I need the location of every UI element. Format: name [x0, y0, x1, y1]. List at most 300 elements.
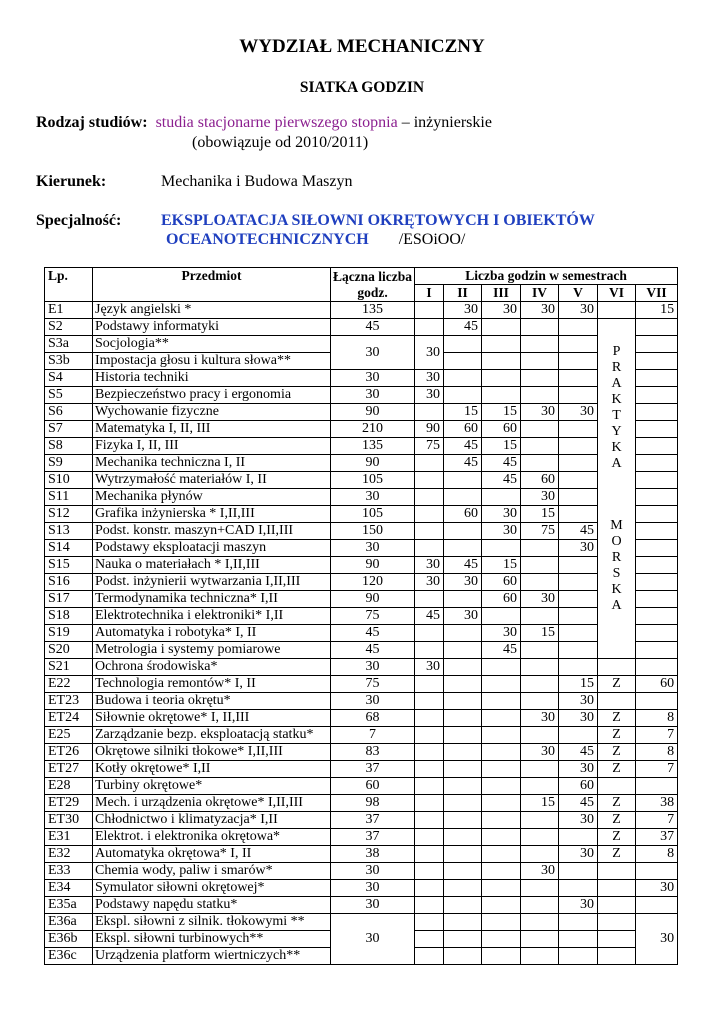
- cell-sem-5: [559, 336, 598, 353]
- cell-sem-4: [521, 761, 559, 778]
- cell-total: 45: [331, 319, 415, 336]
- cell-sem-3: 30: [482, 625, 521, 642]
- col-header-total: Łączna liczba godz.: [331, 268, 415, 302]
- cell-sem-1: [415, 642, 444, 659]
- cell-sem-7: 7: [636, 761, 678, 778]
- cell-subject: Ekspl. siłowni turbinowych**: [93, 931, 331, 948]
- cell-sem-2: [444, 744, 482, 761]
- cell-sem-2: [444, 829, 482, 846]
- cell-sem-3: 15: [482, 438, 521, 455]
- cell-subject: Budowa i teoria okrętu*: [93, 693, 331, 710]
- cell-sem-3: 30: [482, 523, 521, 540]
- cell-lp: E1: [45, 302, 93, 319]
- cell-sem-2: [444, 795, 482, 812]
- cell-lp: S7: [45, 421, 93, 438]
- cell-sem-2: [444, 812, 482, 829]
- praktyka-morska-column: [598, 319, 636, 659]
- cell-total: 30: [331, 370, 415, 387]
- cell-sem-2: 30: [444, 574, 482, 591]
- praktyka-letter: K: [611, 392, 622, 407]
- cell-total: 30: [331, 693, 415, 710]
- cell-sem-7: 8: [636, 846, 678, 863]
- cell-sem-2: [444, 914, 482, 931]
- specialization-line1: EKSPLOATACJA SIŁOWNI OKRĘTOWYCH I OBIEKTÓW: [161, 212, 595, 229]
- cell-subject: Mech. i urządzenia okrętowe* I,II,III: [93, 795, 331, 812]
- table-row: [45, 880, 678, 897]
- cell-sem-4: 15: [521, 506, 559, 523]
- cell-sem-7: [636, 370, 678, 387]
- cell-subject: Ochrona środowiska*: [93, 659, 331, 676]
- cell-sem-4: 15: [521, 625, 559, 642]
- cell-sem-6: Z: [598, 829, 636, 846]
- cell-total: 37: [331, 829, 415, 846]
- cell-sem-7: [636, 897, 678, 914]
- cell-total: 210: [331, 421, 415, 438]
- cell-sem-4: 60: [521, 472, 559, 489]
- cell-sem-2: [444, 659, 482, 676]
- table-row: [45, 710, 678, 727]
- cell-sem-3: [482, 370, 521, 387]
- cell-lp: S11: [45, 489, 93, 506]
- cell-sem-3: [482, 676, 521, 693]
- cell-subject: Automatyka i robotyka* I, II: [93, 625, 331, 642]
- cell-total: 150: [331, 523, 415, 540]
- cell-sem-4: [521, 642, 559, 659]
- cell-sem-7: [636, 642, 678, 659]
- cell-sem-5: [559, 319, 598, 336]
- col-header-semesters-group: Liczba godzin w semestrach: [415, 268, 678, 285]
- cell-total: 135: [331, 302, 415, 319]
- cell-sem-5: [559, 914, 598, 931]
- cell-lp: S9: [45, 455, 93, 472]
- cell-total: 7: [331, 727, 415, 744]
- cell-sem-1: [415, 863, 444, 880]
- cell-sem-2: [444, 387, 482, 404]
- cell-lp: S14: [45, 540, 93, 557]
- study-type-label: Rodzaj studiów:: [36, 114, 148, 131]
- cell-total: 37: [331, 812, 415, 829]
- cell-sem-7: [636, 778, 678, 795]
- cell-sem-2: [444, 676, 482, 693]
- cell-total: 60: [331, 778, 415, 795]
- cell-sem-7: [636, 472, 678, 489]
- cell-sem-4: [521, 438, 559, 455]
- cell-sem-2: 45: [444, 319, 482, 336]
- cell-sem-4: [521, 829, 559, 846]
- cell-sem-7: [636, 523, 678, 540]
- table-row: [45, 540, 678, 557]
- cell-sem-4: [521, 693, 559, 710]
- cell-sem-5: [559, 948, 598, 965]
- cell-lp: S5: [45, 387, 93, 404]
- cell-sem-2: [444, 761, 482, 778]
- cell-sem-4: [521, 727, 559, 744]
- cell-sem-3: 45: [482, 472, 521, 489]
- cell-sem-2: 60: [444, 506, 482, 523]
- cell-sem-5: 30: [559, 693, 598, 710]
- cell-sem-7: 7: [636, 812, 678, 829]
- cell-sem-3: [482, 336, 521, 353]
- cell-total: 98: [331, 795, 415, 812]
- table-row: [45, 846, 678, 863]
- cell-sem-3: 30: [482, 302, 521, 319]
- cell-total: 90: [331, 557, 415, 574]
- cell-sem-1: [415, 812, 444, 829]
- cell-total: 105: [331, 506, 415, 523]
- cell-sem-1: [415, 591, 444, 608]
- cell-total: 30: [331, 387, 415, 404]
- cell-lp: S18: [45, 608, 93, 625]
- hours-grid-table: [44, 267, 678, 965]
- cell-subject: Chłodnictwo i klimatyzacja* I,II: [93, 812, 331, 829]
- cell-lp: S13: [45, 523, 93, 540]
- cell-sem-7: [636, 659, 678, 676]
- cell-sem-2: 45: [444, 438, 482, 455]
- table-row: [45, 829, 678, 846]
- cell-sem-4: 30: [521, 863, 559, 880]
- specialization-label: Specjalność:: [36, 212, 122, 229]
- cell-sem-7: [636, 455, 678, 472]
- cell-sem-1: [415, 540, 444, 557]
- table-row: [45, 421, 678, 438]
- col-header-lp: Lp.: [45, 268, 93, 302]
- cell-sem-7: [636, 608, 678, 625]
- cell-sem-7: 7: [636, 727, 678, 744]
- cell-sem-4: 30: [521, 744, 559, 761]
- cell-sem-2: [444, 846, 482, 863]
- cell-sem-5: [559, 642, 598, 659]
- cell-sem-3: [482, 914, 521, 931]
- cell-subject: Podstawy eksploatacji maszyn: [93, 540, 331, 557]
- cell-sem-4: [521, 880, 559, 897]
- cell-sem-3: [482, 829, 521, 846]
- cell-total: 68: [331, 710, 415, 727]
- col-header-sem-2: II: [444, 285, 482, 302]
- cell-sem-5: 30: [559, 540, 598, 557]
- cell-sem-4: 30: [521, 302, 559, 319]
- cell-sem-2: [444, 931, 482, 948]
- cell-sem-5: [559, 472, 598, 489]
- cell-sem-7: [636, 336, 678, 353]
- table-row: [45, 489, 678, 506]
- cell-total: 120: [331, 574, 415, 591]
- praktyka-letter: R: [611, 360, 622, 375]
- cell-sem-5: 45: [559, 744, 598, 761]
- cell-total: 30: [331, 863, 415, 880]
- cell-lp: E22: [45, 676, 93, 693]
- cell-sem-3: [482, 710, 521, 727]
- cell-subject: Metrologia i systemy pomiarowe: [93, 642, 331, 659]
- cell-lp: S4: [45, 370, 93, 387]
- cell-lp: E36c: [45, 948, 93, 965]
- cell-sem-5: [559, 863, 598, 880]
- table-row: [45, 319, 678, 336]
- cell-total: 75: [331, 608, 415, 625]
- cell-sem-1: [415, 523, 444, 540]
- cell-subject: Mechanika płynów: [93, 489, 331, 506]
- cell-sem-1: [415, 710, 444, 727]
- cell-sem-3: [482, 931, 521, 948]
- cell-sem-3: [482, 744, 521, 761]
- cell-sem-7: [636, 693, 678, 710]
- cell-subject: Historia techniki: [93, 370, 331, 387]
- cell-sem-1: [415, 829, 444, 846]
- cell-sem-5: [559, 455, 598, 472]
- table-row: [45, 863, 678, 880]
- cell-sem-1: 30: [415, 336, 444, 370]
- cell-sem-7: 30: [636, 914, 678, 965]
- cell-lp: E36a: [45, 914, 93, 931]
- cell-total: 30: [331, 336, 415, 370]
- cell-sem-6: [598, 880, 636, 897]
- cell-lp: E36b: [45, 931, 93, 948]
- cell-sem-4: [521, 421, 559, 438]
- cell-lp: E25: [45, 727, 93, 744]
- cell-sem-6: Z: [598, 676, 636, 693]
- cell-sem-3: [482, 693, 521, 710]
- cell-subject: Fizyka I, II, III: [93, 438, 331, 455]
- cell-sem-5: [559, 557, 598, 574]
- table-row: [45, 574, 678, 591]
- cell-lp: S20: [45, 642, 93, 659]
- cell-sem-4: [521, 540, 559, 557]
- cell-sem-1: 30: [415, 659, 444, 676]
- cell-sem-4: [521, 336, 559, 353]
- cell-sem-7: [636, 540, 678, 557]
- page-title: WYDZIAŁ MECHANICZNY: [239, 36, 485, 57]
- cell-sem-1: [415, 897, 444, 914]
- cell-lp: ET26: [45, 744, 93, 761]
- cell-lp: S12: [45, 506, 93, 523]
- table-row: [45, 897, 678, 914]
- cell-lp: ET30: [45, 812, 93, 829]
- cell-sem-1: 30: [415, 557, 444, 574]
- cell-sem-1: [415, 302, 444, 319]
- praktyka-letter: O: [611, 534, 622, 549]
- cell-lp: ET23: [45, 693, 93, 710]
- cell-sem-5: [559, 421, 598, 438]
- cell-sem-7: [636, 489, 678, 506]
- cell-total: 45: [331, 642, 415, 659]
- cell-subject: Mechanika techniczna I, II: [93, 455, 331, 472]
- table-row: [45, 795, 678, 812]
- cell-sem-3: [482, 353, 521, 370]
- cell-sem-2: [444, 710, 482, 727]
- cell-sem-7: [636, 574, 678, 591]
- cell-sem-2: [444, 863, 482, 880]
- cell-sem-1: [415, 727, 444, 744]
- cell-sem-1: 45: [415, 608, 444, 625]
- cell-sem-7: 15: [636, 302, 678, 319]
- table-row: [45, 744, 678, 761]
- col-header-sem-3: III: [482, 285, 521, 302]
- cell-sem-7: [636, 557, 678, 574]
- study-type-value: studia stacjonarne pierwszego stopnia: [155, 114, 398, 131]
- cell-lp: ET27: [45, 761, 93, 778]
- cell-sem-7: [636, 438, 678, 455]
- cell-subject: Termodynamika techniczna* I,II: [93, 591, 331, 608]
- cell-subject: Podst. konstr. maszyn+CAD I,II,III: [93, 523, 331, 540]
- cell-lp: E28: [45, 778, 93, 795]
- cell-subject: Wychowanie fizyczne: [93, 404, 331, 421]
- cell-sem-6: Z: [598, 744, 636, 761]
- cell-sem-3: 30: [482, 506, 521, 523]
- cell-sem-1: 30: [415, 370, 444, 387]
- cell-sem-4: 75: [521, 523, 559, 540]
- table-row: [45, 778, 678, 795]
- cell-sem-2: [444, 336, 482, 353]
- cell-total: 30: [331, 880, 415, 897]
- cell-sem-2: [444, 897, 482, 914]
- table-row: [45, 506, 678, 523]
- cell-subject: Wytrzymałość materiałów I, II: [93, 472, 331, 489]
- cell-sem-5: [559, 353, 598, 370]
- cell-lp: S6: [45, 404, 93, 421]
- cell-sem-3: 45: [482, 642, 521, 659]
- cell-sem-5: 30: [559, 812, 598, 829]
- cell-subject: Okrętowe silniki tłokowe* I,II,III: [93, 744, 331, 761]
- praktyka-letter: K: [611, 582, 622, 597]
- cell-subject: Elektrot. i elektronika okrętowa*: [93, 829, 331, 846]
- study-type-line: [36, 114, 492, 132]
- cell-sem-1: 30: [415, 574, 444, 591]
- cell-total: 90: [331, 591, 415, 608]
- cell-sem-5: 30: [559, 761, 598, 778]
- cell-sem-6: [598, 931, 636, 948]
- cell-sem-2: 45: [444, 455, 482, 472]
- cell-sem-3: [482, 387, 521, 404]
- col-header-subject: Przedmiot: [93, 268, 331, 302]
- cell-sem-3: [482, 540, 521, 557]
- praktyka-letter: A: [611, 598, 622, 613]
- table-row: [45, 608, 678, 625]
- cell-sem-3: 60: [482, 421, 521, 438]
- specialization-line2-wrap: [166, 231, 465, 249]
- cell-sem-1: [415, 744, 444, 761]
- specialization-code: /ESOiOO/: [398, 231, 466, 248]
- cell-sem-3: [482, 880, 521, 897]
- cell-subject: Urządzenia platform wiertniczych**: [93, 948, 331, 965]
- cell-lp: E35a: [45, 897, 93, 914]
- cell-sem-5: 30: [559, 404, 598, 421]
- cell-lp: S19: [45, 625, 93, 642]
- cell-sem-1: [415, 795, 444, 812]
- cell-subject: Technologia remontów* I, II: [93, 676, 331, 693]
- cell-sem-7: 8: [636, 744, 678, 761]
- cell-subject: Bezpieczeństwo pracy i ergonomia: [93, 387, 331, 404]
- cell-total: 37: [331, 761, 415, 778]
- cell-sem-1: [415, 404, 444, 421]
- cell-sem-4: [521, 676, 559, 693]
- table-row: [45, 523, 678, 540]
- cell-subject: Podst. inżynierii wytwarzania I,II,III: [93, 574, 331, 591]
- cell-sem-3: [482, 608, 521, 625]
- table-row: [45, 404, 678, 421]
- cell-lp: ET24: [45, 710, 93, 727]
- field-value: Mechanika i Budowa Maszyn: [161, 173, 353, 190]
- cell-total: 30: [331, 659, 415, 676]
- cell-sem-4: [521, 319, 559, 336]
- cell-lp: S2: [45, 319, 93, 336]
- cell-sem-6: Z: [598, 727, 636, 744]
- cell-lp: ET29: [45, 795, 93, 812]
- cell-sem-1: [415, 846, 444, 863]
- praktyka-letter: A: [611, 456, 622, 471]
- table-row: [45, 659, 678, 676]
- cell-lp: S21: [45, 659, 93, 676]
- cell-subject: Kotły okrętowe* I,II: [93, 761, 331, 778]
- col-header-sem-5: V: [559, 285, 598, 302]
- col-header-sem-6: VI: [598, 285, 636, 302]
- cell-sem-1: [415, 455, 444, 472]
- cell-sem-5: [559, 625, 598, 642]
- cell-subject: Impostacja głosu i kultura słowa**: [93, 353, 331, 370]
- cell-sem-4: [521, 897, 559, 914]
- cell-sem-3: [482, 846, 521, 863]
- cell-lp: E32: [45, 846, 93, 863]
- cell-sem-7: [636, 625, 678, 642]
- cell-lp: S17: [45, 591, 93, 608]
- table-row: [45, 438, 678, 455]
- cell-sem-5: 30: [559, 710, 598, 727]
- cell-sem-6: Z: [598, 812, 636, 829]
- cell-lp: E33: [45, 863, 93, 880]
- cell-sem-7: [636, 591, 678, 608]
- cell-sem-5: 45: [559, 795, 598, 812]
- cell-sem-5: 30: [559, 846, 598, 863]
- cell-sem-5: [559, 387, 598, 404]
- table-row: [45, 642, 678, 659]
- table-row: [45, 455, 678, 472]
- cell-sem-6: [598, 914, 636, 931]
- cell-sem-4: [521, 387, 559, 404]
- cell-sem-1: [415, 948, 444, 965]
- cell-sem-3: 45: [482, 455, 521, 472]
- cell-sem-5: [559, 506, 598, 523]
- cell-sem-2: [444, 540, 482, 557]
- cell-sem-3: 15: [482, 404, 521, 421]
- cell-total: 83: [331, 744, 415, 761]
- cell-sem-1: [415, 778, 444, 795]
- cell-subject: Matematyka I, II, III: [93, 421, 331, 438]
- cell-subject: Turbiny okrętowe*: [93, 778, 331, 795]
- cell-sem-6: Z: [598, 761, 636, 778]
- cell-sem-5: [559, 727, 598, 744]
- field-label: Kierunek:: [36, 173, 107, 190]
- cell-sem-5: [559, 591, 598, 608]
- praktyka-letter: T: [612, 408, 621, 423]
- cell-sem-2: [444, 880, 482, 897]
- cell-sem-1: [415, 625, 444, 642]
- cell-sem-6: [598, 693, 636, 710]
- cell-subject: Ekspl. siłowni z silnik. tłokowymi **: [93, 914, 331, 931]
- cell-sem-5: [559, 489, 598, 506]
- cell-subject: Siłownie okrętowe* I, II,III: [93, 710, 331, 727]
- cell-sem-4: [521, 931, 559, 948]
- cell-sem-7: [636, 421, 678, 438]
- cell-sem-4: [521, 812, 559, 829]
- table-row: [45, 472, 678, 489]
- praktyka-letter: R: [611, 550, 622, 565]
- cell-total: 90: [331, 455, 415, 472]
- cell-sem-2: [444, 727, 482, 744]
- cell-sem-3: [482, 795, 521, 812]
- cell-total: 90: [331, 404, 415, 421]
- col-header-sem-7: VII: [636, 285, 678, 302]
- cell-sem-3: [482, 778, 521, 795]
- cell-sem-1: [415, 319, 444, 336]
- cell-sem-1: [415, 472, 444, 489]
